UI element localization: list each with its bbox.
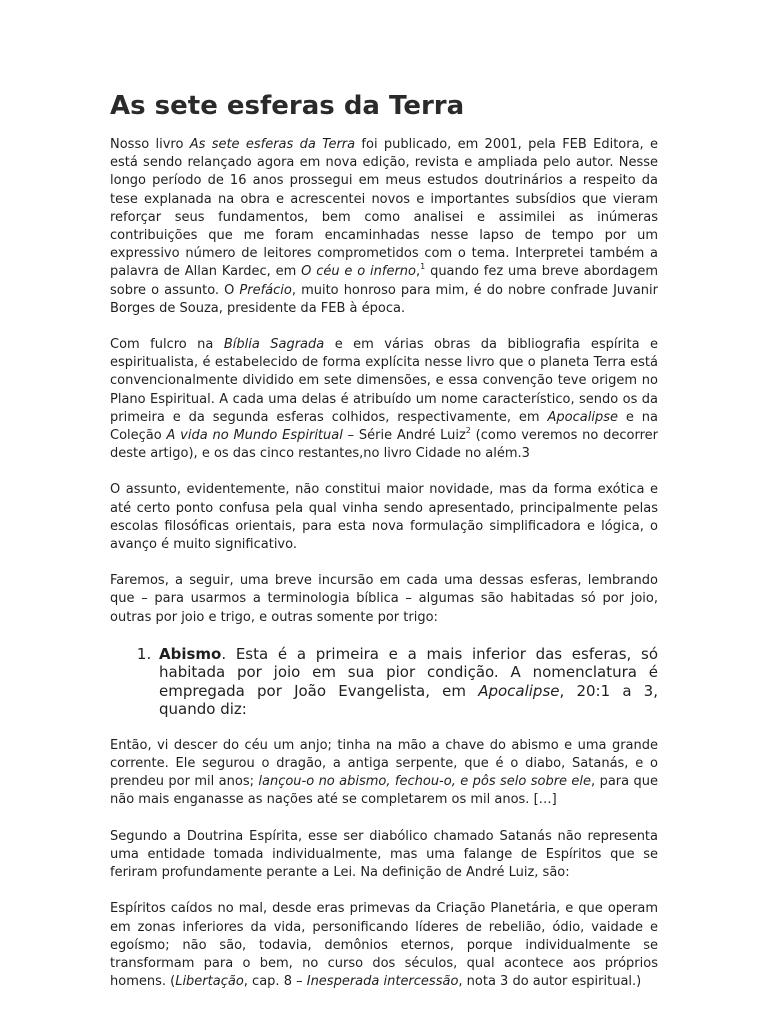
- book-title-italic: Bíblia Sagrada: [223, 337, 325, 353]
- book-title-italic: As sete esferas da Terra: [189, 137, 356, 152]
- text-run: quando fez uma breve abordagem sobre o assunto. O: [110, 264, 658, 298]
- chapter-title-italic: Inesperada intercessão: [306, 974, 459, 990]
- text-run: ,: [416, 264, 421, 280]
- text-run: (como veremos no decorrer deste artigo), e os das cinco restantes,no livro Cidade no além.3: [110, 428, 658, 462]
- paragraph-assunto: O assunto, evidentemente, não constitui maior novidade, mas da forma exótica e até certo ponto confusa pela qual vinha sendo apresentado, principalmente pelas escolas filosóficas orientais, para esta nova formulação simplificadora e lógica, o avanço é muito significativo.: [110, 482, 658, 553]
- text-run: Com fulcro na: [110, 337, 224, 353]
- esferas-list: [110, 645, 658, 719]
- text-run: , muito honroso para mim, é do nobre confrade Juvanir Borges de Souza, presidente da FEB à época.: [110, 282, 658, 316]
- paragraph-doutrina: Segundo a Doutrina Espírita, esse ser diabólico chamado Satanás não representa uma entidade tomada individualmente, mas uma falange de Espíritos que se feriram profundamente perante a Lei. Na definição de André Luiz, são:: [110, 828, 658, 881]
- text-run: , 20:1 a 3, quando diz:: [159, 681, 658, 719]
- andre-luiz-quote: [110, 900, 658, 991]
- book-title-italic: O céu e o inferno: [301, 264, 416, 280]
- book-title-italic: A vida no Mundo Espiritual: [166, 428, 343, 444]
- text-run: e na Coleção: [110, 409, 659, 444]
- page-title: As sete esferas da Terra: [110, 91, 465, 121]
- text-run: Nosso livro: [110, 137, 190, 152]
- footnote-marker: 1: [420, 262, 426, 272]
- document-page: [110, 88, 658, 1009]
- paragraph-fulcro: [110, 336, 658, 463]
- text-run: – Série André Luiz: [342, 428, 466, 444]
- text-run: Então, vi descer do céu um anjo; tinha na mão a chave do abismo e uma grande corrente. Ele segurou o dragão, a antiga serpente, que é o diabo, Satanás, e o prendeu por mil anos;: [110, 737, 658, 790]
- text-run: , para que não mais enganasse as nações até se completarem os mil anos. […]: [110, 774, 658, 808]
- text-run: , cap. 8 –: [243, 974, 307, 990]
- text-run: foi publicado, em 2001, pela FEB Editora, e está sendo relançado agora em nova edição, revista e ampliada pelo autor. Nesse longo período de 16 anos prossegui em meus estudos doutrinários a respeito da tese explanada na obra e acrescentei novos e importantes subsídios que vieram reforçar seus fundamentos, bem como analisei e assimilei as inúmeras contribuições que me foram encaminhadas nesse lapso de tempo por um expressivo número de leitores comprometidos com o tema. Interpretei também a palavra de Allan Kardec, em: [110, 137, 658, 280]
- text-run: , nota 3 do autor espiritual.): [458, 974, 642, 990]
- paragraph-faremos: Faremos, a seguir, uma breve incursão em cada uma dessas esferas, lembrando que – para usarmos a terminologia bíblica – algumas são habitadas só por joio, outras por joio e trigo, e outras somente por trigo:: [110, 573, 658, 625]
- book-title-italic: Libertação: [175, 974, 244, 990]
- text-run: e em várias obras da bibliografia espírita e espiritualista, é estabelecido de forma explícita nesse livro que o planeta Terra está convencionalmente dividido em sete dimensões, e essa convenção teve origem no Plano Espiritual. A cada uma delas é atribuído um nome característico, sendo os da primeira e da segunda esferas colhidos, respectivamente, em: [110, 337, 658, 425]
- quote-italic: lançou-o no abismo, fechou-o, e pôs selo sobre ele: [258, 774, 592, 790]
- text-run: Espíritos caídos no mal, desde eras primevas da Criação Planetária, e que operam em zonas inferiores da vida, personificando líderes de rebelião, ódio, vaidade e egoísmo; não são, todavia, demônios eternos, porque individualmente se transformam para o bem, no curso dos séculos, qual acontece aos próprios homens. (: [110, 901, 658, 990]
- book-title-italic: Apocalipse: [478, 681, 560, 700]
- list-item: [156, 645, 658, 719]
- bible-quote: [110, 737, 658, 810]
- paragraph-intro: [110, 136, 658, 318]
- book-title-italic: Apocalipse: [547, 409, 618, 425]
- prefacio-italic: Prefácio: [239, 282, 292, 298]
- list-item-term: Abismo: [159, 644, 222, 663]
- text-run: . Esta é a primeira e a mais inferior das esferas, só habitada por joio em sua pior condição. A nomenclatura é empregada por João Evangelista, em: [159, 644, 658, 700]
- footnote-marker: 2: [465, 425, 471, 435]
